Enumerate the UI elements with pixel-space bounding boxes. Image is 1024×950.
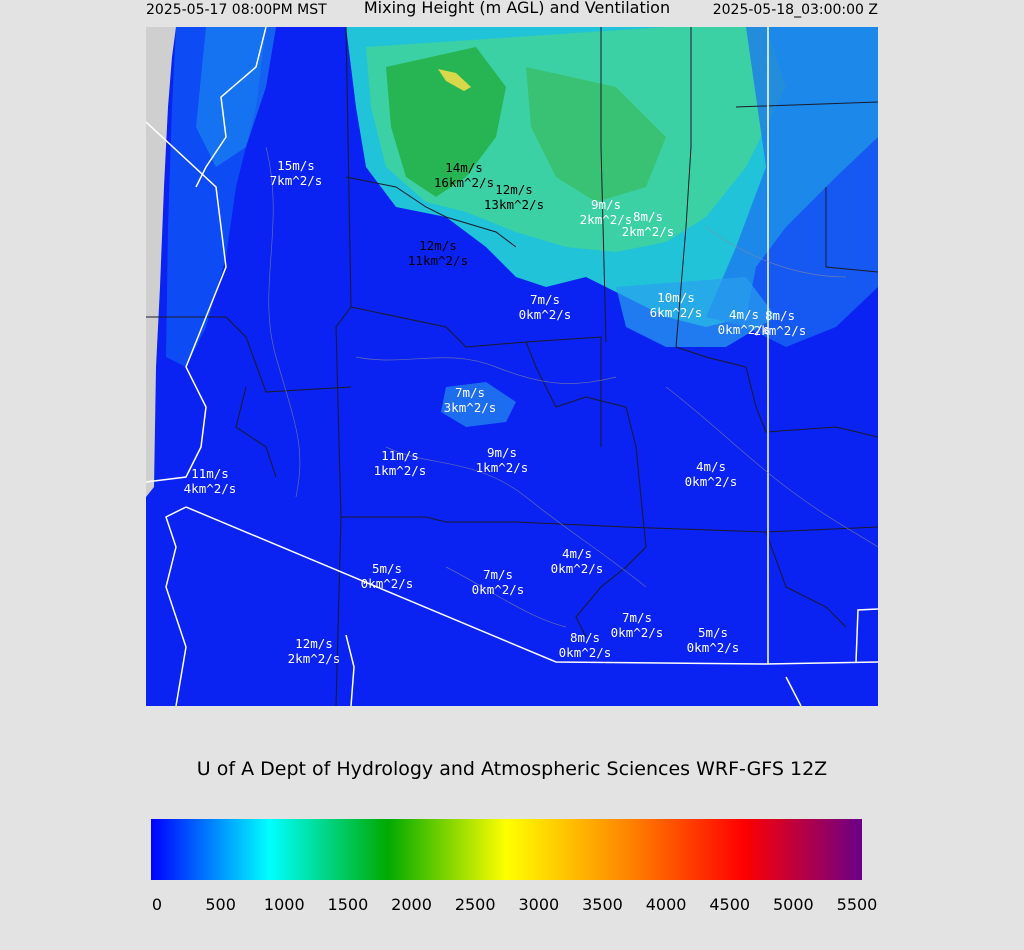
wind-speed-text: 9m/s [486,445,518,460]
wind-speed-text: 11m/s [381,448,419,463]
station-label [650,290,703,320]
ventilation-text: 0km^2/s [717,322,771,337]
wind-speed-text: 8m/s [569,630,601,645]
colorbar-tick: 2500 [454,895,496,914]
model-credit: U of A Dept of Hydrology and Atmospheric Sciences WRF-GFS 12Z [196,758,828,780]
colorbar-tick: 5000 [773,895,814,914]
ventilation-text: 2km^2/s [579,212,633,227]
wind-speed-text: 4m/s [695,459,727,474]
ventilation-text: 0km^2/s [518,307,572,322]
ventilation-text: 4km^2/s [183,481,237,496]
ventilation-text: 11km^2/s [407,253,469,268]
ventilation-text: 0km^2/s [610,625,664,640]
ventilation-text: 13km^2/s [483,197,545,212]
mixing-height-map [146,27,878,706]
colorbar-tick: 1000 [263,895,305,914]
wind-speed-text: 11m/s [191,466,229,481]
ventilation-text: 1km^2/s [475,460,529,475]
station-label [374,448,427,478]
mixing-height-colorbar [151,819,862,880]
wind-speed-text: 4m/s [728,307,760,322]
ventilation-text: 0km^2/s [558,645,612,660]
colorbar-tick: 500 [205,895,236,914]
ventilation-text: 0km^2/s [360,576,414,591]
wind-speed-text: 8m/s [764,308,796,323]
map-title: Mixing Height (m AGL) and Ventilation [363,0,671,17]
map-canvas [146,27,878,706]
ventilation-text: 2km^2/s [753,323,807,338]
wind-speed-text: 4m/s [561,546,593,561]
ventilation-text: 16km^2/s [433,175,495,190]
station-label [184,466,237,496]
colorbar-tick: 5500 [836,895,878,914]
wind-speed-text: 7m/s [529,292,561,307]
ventilation-text: 7km^2/s [269,173,323,188]
wind-speed-text: 5m/s [371,561,403,576]
wind-speed-text: 7m/s [482,567,514,582]
forecast-local-time: 2025-05-17 08:00PM MST [146,2,327,18]
colorbar-tick: 2000 [391,895,432,914]
wind-speed-text: 7m/s [454,385,486,400]
wind-speed-text: 14m/s [445,160,483,175]
ventilation-text: 6km^2/s [649,305,703,320]
station-label [288,636,341,666]
ventilation-text: 0km^2/s [550,561,604,576]
ventilation-text: 0km^2/s [471,582,525,597]
colorbar-tick: 1500 [327,895,369,914]
forecast-utc-time: 2025-05-18_03:00:00 Z [712,2,878,18]
colorbar-tick: 3000 [518,895,560,914]
wind-speed-text: 8m/s [632,209,664,224]
ventilation-text: 3km^2/s [443,400,497,415]
wind-speed-text: 15m/s [277,158,315,173]
colorbar-tick: 0 [151,895,163,914]
wind-speed-text: 7m/s [621,610,653,625]
ventilation-text: 2km^2/s [287,651,341,666]
wind-speed-text: 12m/s [495,182,533,197]
wind-speed-text: 12m/s [419,238,457,253]
ventilation-text: 2km^2/s [621,224,675,239]
ventilation-text: 1km^2/s [373,463,427,478]
wind-speed-text: 10m/s [657,290,695,305]
ventilation-text: 0km^2/s [684,474,738,489]
ventilation-text: 0km^2/s [686,640,740,655]
colorbar-tick: 4500 [709,895,751,914]
wind-speed-text: 5m/s [697,625,729,640]
colorbar-tick: 4000 [645,895,687,914]
colorbar-tick: 3500 [582,895,623,914]
wind-speed-text: 12m/s [295,636,333,651]
station-label [270,158,323,188]
colorbar-tick-labels [0,893,1024,917]
wind-speed-text: 9m/s [590,197,622,212]
